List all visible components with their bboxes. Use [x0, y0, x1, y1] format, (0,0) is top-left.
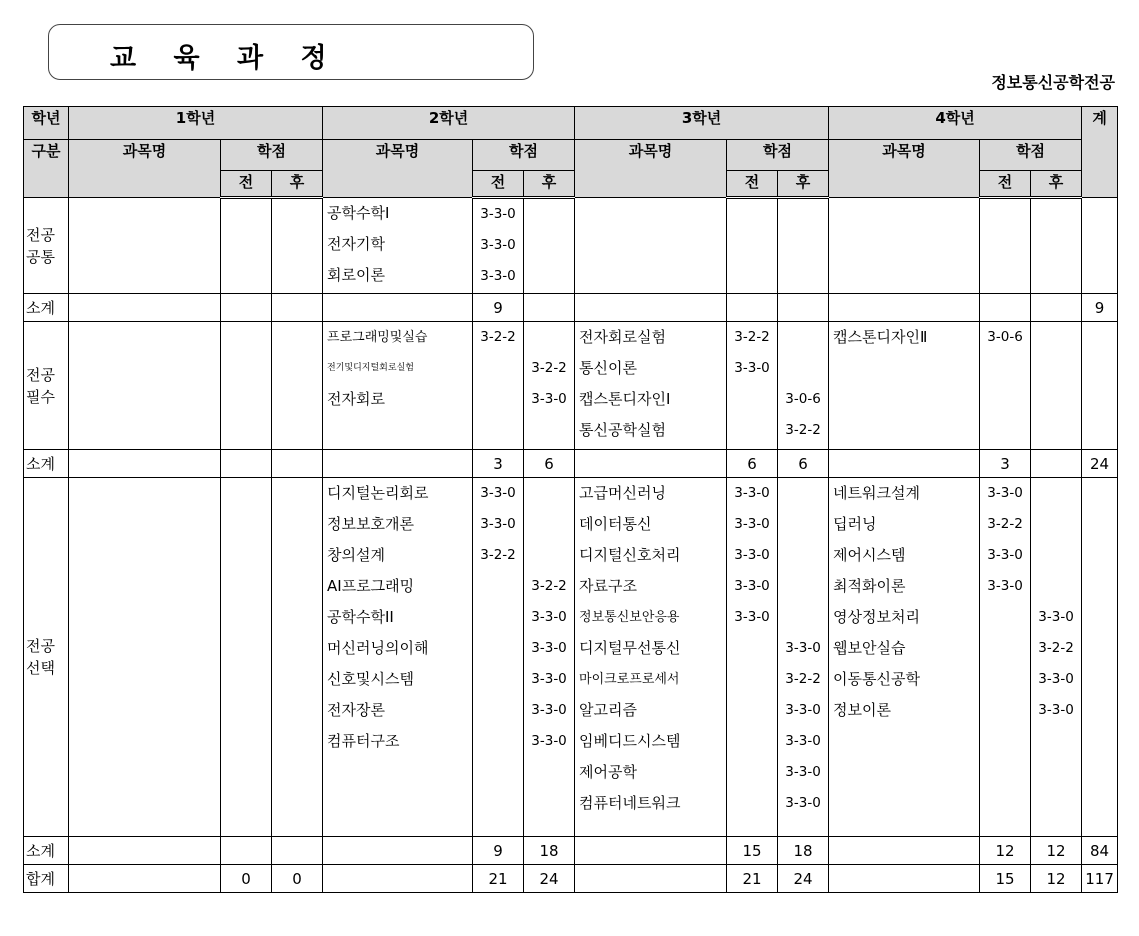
subject-name: 알고리즘	[579, 701, 637, 719]
curriculum-table	[23, 106, 1117, 893]
page-title: 교 육 과 정	[110, 43, 341, 74]
credit-value	[778, 509, 828, 540]
credit-value	[778, 353, 828, 384]
credit-value	[1031, 571, 1081, 602]
credit-value: 3-3-0	[480, 206, 516, 222]
common-subtotal-row	[24, 294, 1118, 322]
subject-name: 고급머신러닝	[579, 484, 666, 502]
grand-total-y4-first: 15	[980, 865, 1031, 893]
subject-name: 디지털논리회로	[327, 484, 429, 502]
credit-value	[727, 633, 777, 664]
credit-value	[1031, 509, 1081, 540]
credit-value	[980, 633, 1030, 664]
subject-name: 통신이론	[579, 359, 637, 377]
subject-name: 정보이론	[833, 701, 892, 719]
grand-total-row	[24, 865, 1118, 893]
y4-first-sem-header: 전	[980, 171, 1031, 198]
credit-value: 3-2-2	[987, 516, 1023, 532]
common-y3-subjects	[575, 198, 727, 294]
subject-name: 마이크로프로세서	[579, 672, 680, 687]
grand-total-label: 합계	[24, 865, 69, 893]
credit-value: 3-3-0	[480, 516, 516, 532]
elective-subtotal-y2-second: 18	[524, 837, 575, 865]
credit-value	[778, 322, 828, 353]
subject-name: 컴퓨터구조	[327, 732, 400, 750]
year-3-header: 3학년	[575, 107, 829, 140]
credit-value	[727, 664, 777, 695]
y1-credit-header: 학점	[221, 140, 323, 171]
subject-name: 전자회로	[327, 390, 385, 408]
section-elective	[24, 478, 1118, 837]
subject-name: 제어시스템	[833, 546, 906, 564]
credit-value	[473, 571, 523, 602]
elective-subtotal-y3-second: 18	[778, 837, 829, 865]
credit-value: 3-3-0	[1038, 671, 1074, 687]
y4-subject-header: 과목명	[829, 140, 980, 198]
section-common	[24, 198, 1118, 294]
y2-credit-header: 학점	[473, 140, 575, 171]
credit-value: 3-3-0	[531, 640, 567, 656]
grand-total-y3-first: 21	[727, 865, 778, 893]
credit-value: 3-3-0	[734, 578, 770, 594]
required-y4-first	[980, 322, 1031, 450]
subject-name: 전자기학	[327, 235, 385, 253]
subject-name: 정보보호개론	[327, 515, 414, 533]
year-4-header: 4학년	[829, 107, 1082, 140]
common-y2-first	[473, 198, 524, 294]
credit-value	[980, 664, 1030, 695]
credit-value: 3-3-0	[785, 733, 821, 749]
required-subtotal-y3-second: 6	[778, 450, 829, 478]
credit-value	[778, 571, 828, 602]
credit-value	[524, 322, 574, 353]
credit-value	[524, 509, 574, 540]
y2-first-sem-header: 전	[473, 171, 524, 198]
year-2-header: 2학년	[323, 107, 575, 140]
elective-y2-second	[524, 478, 575, 837]
common-subtotal-total: 9	[1082, 294, 1118, 322]
credit-value: 3-3-0	[734, 547, 770, 563]
required-y3-first	[727, 322, 778, 450]
credit-value	[727, 384, 777, 415]
subject-name: 제어공학	[579, 763, 637, 781]
elective-subtotal-row	[24, 837, 1118, 865]
common-label-line: 전공 공통	[26, 225, 55, 266]
credit-value: 3-2-2	[1038, 640, 1074, 656]
credit-value: 3-2-2	[531, 578, 567, 594]
required-subtotal-y4-first: 3	[980, 450, 1031, 478]
required-subtotal-total: 24	[1082, 450, 1118, 478]
subject-name: 데이터통신	[579, 515, 652, 533]
credit-value: 3-3-0	[785, 795, 821, 811]
credit-value	[1031, 478, 1081, 509]
department-name: 정보통신공학전공	[991, 73, 1115, 92]
grand-total-y2-first: 21	[473, 865, 524, 893]
required-y2-subjects	[323, 322, 473, 450]
common-y4-first	[980, 198, 1031, 294]
subject-name: 이동통신공학	[833, 670, 920, 688]
elective-y3-second	[778, 478, 829, 837]
common-y1-second	[272, 198, 323, 294]
header-row-years	[24, 107, 1118, 140]
subject-name: 디지털무선통신	[579, 639, 681, 657]
credit-value: 3-0-6	[987, 329, 1023, 345]
y3-second-sem-header: 후	[778, 171, 829, 198]
year-1-header: 1학년	[69, 107, 323, 140]
subject-name: 임베디드시스템	[579, 732, 681, 750]
common-y4-second	[1031, 198, 1082, 294]
credit-value: 3-3-0	[480, 268, 516, 284]
credit-value: 3-3-0	[531, 391, 567, 407]
credit-value	[524, 540, 574, 571]
credit-value: 3-3-0	[1038, 702, 1074, 718]
credit-value	[473, 726, 523, 757]
credit-value	[1031, 540, 1081, 571]
credit-value: 3-3-0	[480, 237, 516, 253]
credit-value	[473, 633, 523, 664]
credit-value: 3-3-0	[480, 485, 516, 501]
credit-value	[473, 384, 523, 415]
credit-value: 3-3-0	[987, 547, 1023, 563]
grand-total-y1-second: 0	[272, 865, 323, 893]
credit-value: 3-2-2	[734, 329, 770, 345]
credit-value	[524, 478, 574, 509]
elective-subtotal-y4-second: 12	[1031, 837, 1082, 865]
subject-name: 창의설계	[327, 546, 385, 564]
elective-y4-subjects	[829, 478, 980, 837]
required-y3-second	[778, 322, 829, 450]
credit-value: 3-3-0	[531, 609, 567, 625]
total-header: 계	[1082, 107, 1118, 198]
grand-total-y1-first: 0	[221, 865, 272, 893]
credit-value: 3-2-2	[480, 547, 516, 563]
y4-credit-header: 학점	[980, 140, 1082, 171]
required-subtotal-y2-second: 6	[524, 450, 575, 478]
subject-name: 머신러닝의이해	[327, 639, 429, 657]
subject-name: 전기및디지털회로실험	[327, 363, 414, 373]
credit-value	[727, 415, 777, 446]
required-y2-first	[473, 322, 524, 450]
common-y1-first	[221, 198, 272, 294]
grade-header: 학년	[24, 107, 69, 140]
section-required	[24, 322, 1118, 450]
subject-name: 캡스톤디자인Ⅰ	[579, 390, 671, 408]
required-y3-subjects	[575, 322, 727, 450]
elective-y4-first	[980, 478, 1031, 837]
elective-label	[24, 478, 69, 837]
credit-value: 3-3-0	[987, 485, 1023, 501]
required-label-line: 전공 필수	[26, 365, 55, 406]
required-subtotal-y3-first: 6	[727, 450, 778, 478]
credit-value: 3-3-0	[734, 516, 770, 532]
required-y4-subjects	[829, 322, 980, 450]
elective-subtotal-y2-first: 9	[473, 837, 524, 865]
subject-name: 전자장론	[327, 701, 385, 719]
elective-label-line: 전공 선택	[26, 637, 55, 677]
subject-name: 회로이론	[327, 266, 385, 284]
y1-second-sem-header: 후	[272, 171, 323, 198]
subject-name: 네트워크설계	[833, 484, 920, 502]
credit-value	[473, 602, 523, 633]
common-label	[24, 198, 69, 294]
y3-credit-header: 학점	[727, 140, 829, 171]
elective-y3-first	[727, 478, 778, 837]
required-label	[24, 322, 69, 450]
elective-y3-subjects	[575, 478, 727, 837]
subject-name: 공학수학II	[327, 608, 394, 626]
credit-value	[778, 602, 828, 633]
credit-value: 3-3-0	[531, 733, 567, 749]
grand-total-y3-second: 24	[778, 865, 829, 893]
credit-value	[778, 478, 828, 509]
common-y1-subjects	[69, 198, 221, 294]
header-row-credits	[24, 140, 1118, 171]
required-subtotal-row	[24, 450, 1118, 478]
credit-value	[473, 664, 523, 695]
credit-value: 3-2-2	[480, 329, 516, 345]
common-y2-subjects	[323, 198, 473, 294]
subject-name: 디지털신호처리	[579, 546, 681, 564]
credit-value	[778, 540, 828, 571]
credit-value: 3-2-2	[785, 671, 821, 687]
credit-value	[727, 726, 777, 757]
credit-value: 3-3-0	[785, 764, 821, 780]
elective-y2-first	[473, 478, 524, 837]
y3-first-sem-header: 전	[727, 171, 778, 198]
required-subtotal-y2-first: 3	[473, 450, 524, 478]
common-y3-first	[727, 198, 778, 294]
subject-name: 프로그래밍및실습	[327, 330, 428, 345]
subject-name: 신호및시스템	[327, 670, 414, 688]
credit-value: 3-3-0	[531, 671, 567, 687]
credit-value	[727, 788, 777, 819]
subject-name: 웹보안실습	[833, 639, 906, 657]
required-subtotal-label: 소계	[24, 450, 69, 478]
y4-second-sem-header: 후	[1031, 171, 1082, 198]
subject-name: 전자회로실험	[579, 328, 666, 346]
credit-value: 3-3-0	[785, 640, 821, 656]
credit-value	[980, 695, 1030, 726]
subject-name: 정보통신보안응용	[579, 610, 680, 625]
credit-value: 3-3-0	[987, 578, 1023, 594]
credit-value: 3-3-0	[734, 360, 770, 376]
division-header: 구분	[24, 140, 69, 198]
subject-name: 자료구조	[579, 577, 637, 595]
elective-y4-second	[1031, 478, 1082, 837]
credit-value	[727, 757, 777, 788]
y1-subject-header: 과목명	[69, 140, 221, 198]
y2-second-sem-header: 후	[524, 171, 575, 198]
credit-value: 3-2-2	[531, 360, 567, 376]
y2-subject-header: 과목명	[323, 140, 473, 198]
common-y3-second	[778, 198, 829, 294]
y3-subject-header: 과목명	[575, 140, 727, 198]
grand-total-total: 117	[1082, 865, 1118, 893]
subject-name: 영상정보처리	[833, 608, 920, 626]
subject-name: 최적화이론	[833, 577, 906, 595]
credit-value: 3-0-6	[785, 391, 821, 407]
grand-total-y4-second: 12	[1031, 865, 1082, 893]
subject-name: 캡스톤디자인Ⅱ	[833, 328, 928, 346]
credit-value: 3-3-0	[734, 609, 770, 625]
common-y2-second	[524, 198, 575, 294]
credit-value	[980, 602, 1030, 633]
elective-subtotal-y3-first: 15	[727, 837, 778, 865]
credit-value: 3-3-0	[785, 702, 821, 718]
grand-total-y2-second: 24	[524, 865, 575, 893]
credit-value	[727, 695, 777, 726]
credit-value	[473, 353, 523, 384]
subject-name: 통신공학실험	[579, 421, 666, 439]
elective-y2-subjects	[323, 478, 473, 837]
elective-subtotal-total: 84	[1082, 837, 1118, 865]
credit-value	[473, 695, 523, 726]
subject-name: 딥러닝	[833, 515, 877, 533]
elective-subtotal-y4-first: 12	[980, 837, 1031, 865]
required-y2-second	[524, 322, 575, 450]
common-total	[1082, 198, 1118, 294]
subject-name: AI프로그래밍	[327, 577, 415, 595]
credit-value: 3-3-0	[531, 702, 567, 718]
credit-value: 3-3-0	[1038, 609, 1074, 625]
credit-value: 3-3-0	[734, 485, 770, 501]
credit-value: 3-2-2	[785, 422, 821, 438]
subject-name: 컴퓨터네트워크	[579, 794, 681, 812]
common-subtotal-y2-first: 9	[473, 294, 524, 322]
elective-subtotal-label: 소계	[24, 837, 69, 865]
y1-first-sem-header: 전	[221, 171, 272, 198]
subject-name: 공학수학I	[327, 204, 390, 222]
common-subtotal-label: 소계	[24, 294, 69, 322]
common-y4-subjects	[829, 198, 980, 294]
